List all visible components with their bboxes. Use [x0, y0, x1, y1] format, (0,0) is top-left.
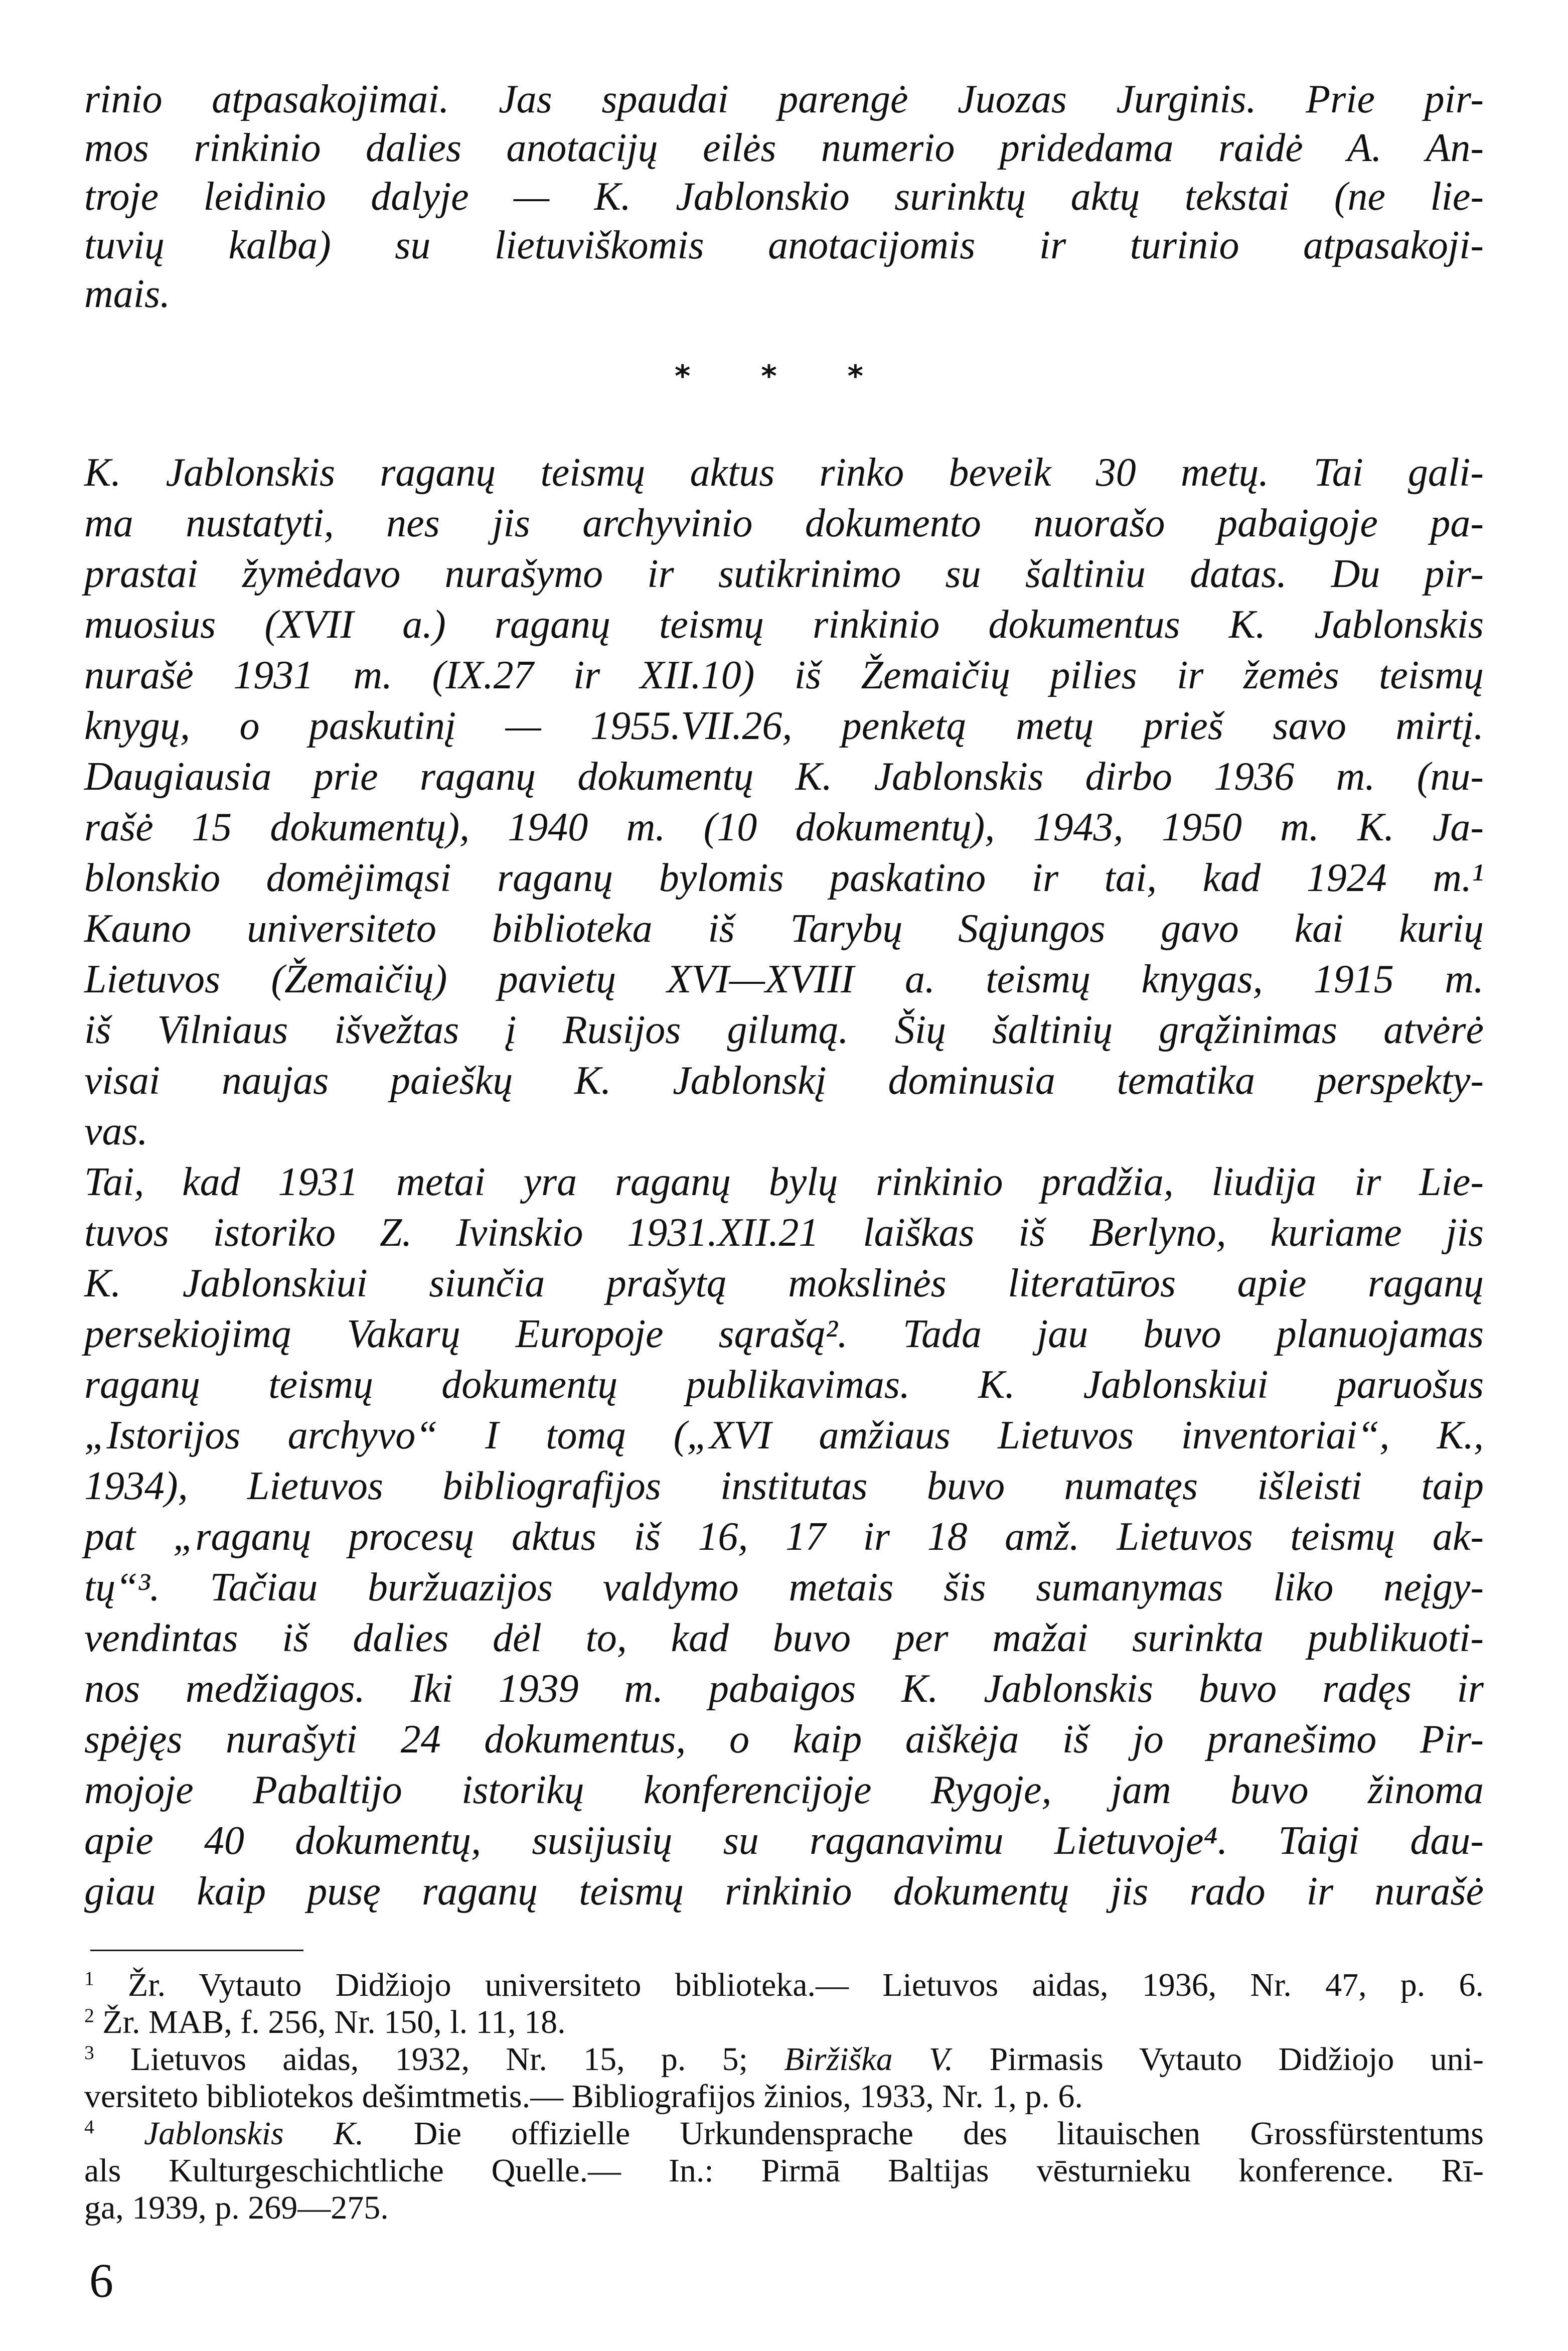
footnote-text: als Kulturgeschichtliche Quelle.— In.: Pirmā Baltijas vēsturnieku konference. Rī- — [84, 2152, 1484, 2189]
text-line: vendintas iš dalies dėl to, kad buvo per mažai surinkta publikuoti- — [84, 1616, 1484, 1660]
page-number: 6 — [89, 2254, 113, 2307]
text-line: Kauno universiteto biblioteka iš Tarybų Sąjungos gavo kai kurių — [84, 907, 1484, 951]
text-line: nos medžiagos. Iki 1939 m. pabaigos K. Jablonskis buvo radęs ir — [84, 1667, 1484, 1711]
footnote-marker: 1 — [84, 1967, 94, 1990]
text-line: spėjęs nurašyti 24 dokumentus, o kaip aiškėja iš jo pranešimo Pir- — [84, 1717, 1484, 1761]
text-line: knygų, o paskutinį — 1955.VII.26, penketą metų prieš savo mirtį. — [84, 704, 1484, 748]
footnote-marker: 3 — [84, 2041, 94, 2064]
footnote-line — [84, 2115, 1484, 2152]
text-line: tuvos istoriko Z. Ivinskio 1931.XII.21 laiškas iš Berlyno, kuriame jis — [84, 1211, 1484, 1255]
intro-paragraph — [84, 75, 1484, 319]
text-line: „Istorijos archyvo“ I tomą („XVI amžiaus Lietuvos inventoriai“, K., — [84, 1413, 1484, 1457]
text-line: blonskio domėjimąsi raganų bylomis paskatino ir tai, kad 1924 m.¹ — [84, 856, 1484, 900]
text-line: 1934), Lietuvos bibliografijos institutas buvo numatęs išleisti taip — [84, 1464, 1484, 1508]
text-line: muosius (XVII a.) raganų teismų rinkinio dokumentus K. Jablonskis — [84, 603, 1484, 647]
text-line: tuvių kalba) su lietuviškomis anotacijomis ir turinio atpasakoji- — [84, 223, 1484, 267]
text-line: mais. — [84, 272, 171, 316]
footnote-line — [84, 2041, 1484, 2078]
footnote-marker: 4 — [84, 2116, 94, 2138]
footnote-text: Pirmasis Vytauto Didžiojo uni- — [953, 2041, 1484, 2078]
footnote-line — [84, 2004, 1484, 2041]
text-line: mos rinkinio dalies anotacijų eilės numerio pridedama raidė A. An- — [84, 126, 1484, 170]
text-line: iš Vilniaus išvežtas į Rusijos gilumą. Šių šaltinių grąžinimas atvėrė — [84, 1008, 1484, 1052]
text-line: troje leidinio dalyje — K. Jablonskio surinktų aktų tekstai (ne lie- — [84, 175, 1484, 219]
text-line: giau kaip pusę raganų teismų rinkinio dokumentų jis rado ir nurašė — [84, 1869, 1484, 1914]
text-line: prastai žymėdavo nurašymo ir sutikrinimo su šaltiniu datas. Du pir- — [84, 552, 1484, 596]
text-line: mojoje Pabaltijo istorikų konferencijoje Rygoje, jam buvo žinoma — [84, 1768, 1484, 1812]
footnote-text: versiteto bibliotekos dešimtmetis.— Bibliografijos žinios, 1933, Nr. 1, p. 6. — [84, 2078, 1083, 2115]
text-line: tų“³. Tačiau buržuazijos valdymo metais šis sumanymas liko neįgy- — [84, 1565, 1484, 1609]
footnote-text — [94, 2115, 144, 2152]
text-line: Lietuvos (Žemaičių) pavietų XVI—XVIII a. teismų knygas, 1915 m. — [84, 957, 1484, 1001]
author-name: Biržiška V. — [784, 2041, 954, 2078]
section-separator: * * * — [675, 359, 893, 394]
author-name: Jablonskis K. — [144, 2115, 364, 2152]
text-line: Tai, kad 1931 metai yra raganų bylų rinkinio pradžia, liudija ir Lie- — [84, 1160, 1484, 1204]
text-line: K. Jablonskiui siunčia prašytą mokslinės literatūros apie raganų — [84, 1261, 1484, 1305]
main-text — [84, 448, 1484, 1917]
text-line: K. Jablonskis raganų teismų aktus rinko beveik 30 metų. Tai gali- — [84, 451, 1484, 495]
text-line: rašė 15 dokumentų), 1940 m. (10 dokumentų), 1943, 1950 m. K. Ja- — [84, 805, 1484, 849]
text-line: apie 40 dokumentų, susijusių su raganavimu Lietuvoje⁴. Taigi dau- — [84, 1819, 1484, 1863]
footnote-line — [84, 1967, 1484, 2004]
text-line: Daugiausia prie raganų dokumentų K. Jablonskis dirbo 1936 m. (nu- — [84, 755, 1484, 799]
footnote-text: Die offizielle Urkundensprache des litauischen Grossfürstentums — [364, 2115, 1484, 2152]
footnote-line — [84, 2189, 1484, 2227]
footnote-text: Lietuvos aidas, 1932, Nr. 15, p. 5; — [94, 2041, 785, 2078]
footnote-text: Žr. Vytauto Didžiojo universiteto biblioteka.— Lietuvos aidas, 1936, Nr. 47, p. 6. — [94, 1967, 1484, 2003]
footnote-text: Žr. MAB, f. 256, Nr. 150, l. 11, 18. — [94, 2004, 566, 2040]
footnote-line — [84, 2078, 1484, 2115]
text-line: nurašė 1931 m. (IX.27 ir XII.10) iš Žemaičių pilies ir žemės teismų — [84, 653, 1484, 697]
text-line: rinio atpasakojimai. Jas spaudai parengė Juozas Jurginis. Prie pir- — [84, 77, 1484, 121]
text-line: persekiojimą Vakarų Europoje sąrašą². Tada jau buvo planuojamas — [84, 1312, 1484, 1356]
text-line: raganų teismų dokumentų publikavimas. K. Jablonskiui paruošus — [84, 1363, 1484, 1407]
footnotes — [84, 1967, 1484, 2227]
footnote-marker: 2 — [84, 2004, 94, 2027]
footnote-rule — [90, 1950, 303, 1951]
footnote-line — [84, 2152, 1484, 2189]
footnote-text: ga, 1939, p. 269—275. — [84, 2189, 389, 2226]
text-line: pat „raganų procesų aktus iš 16, 17 ir 18 amž. Lietuvos teismų ak- — [84, 1515, 1484, 1559]
text-line: vas. — [84, 1109, 148, 1153]
text-line: ma nustatyti, nes jis archyvinio dokumento nuorašo pabaigoje pa- — [84, 501, 1484, 545]
text-line: visai naujas paieškų K. Jablonskį dominusia tematika perspekty- — [84, 1059, 1484, 1103]
